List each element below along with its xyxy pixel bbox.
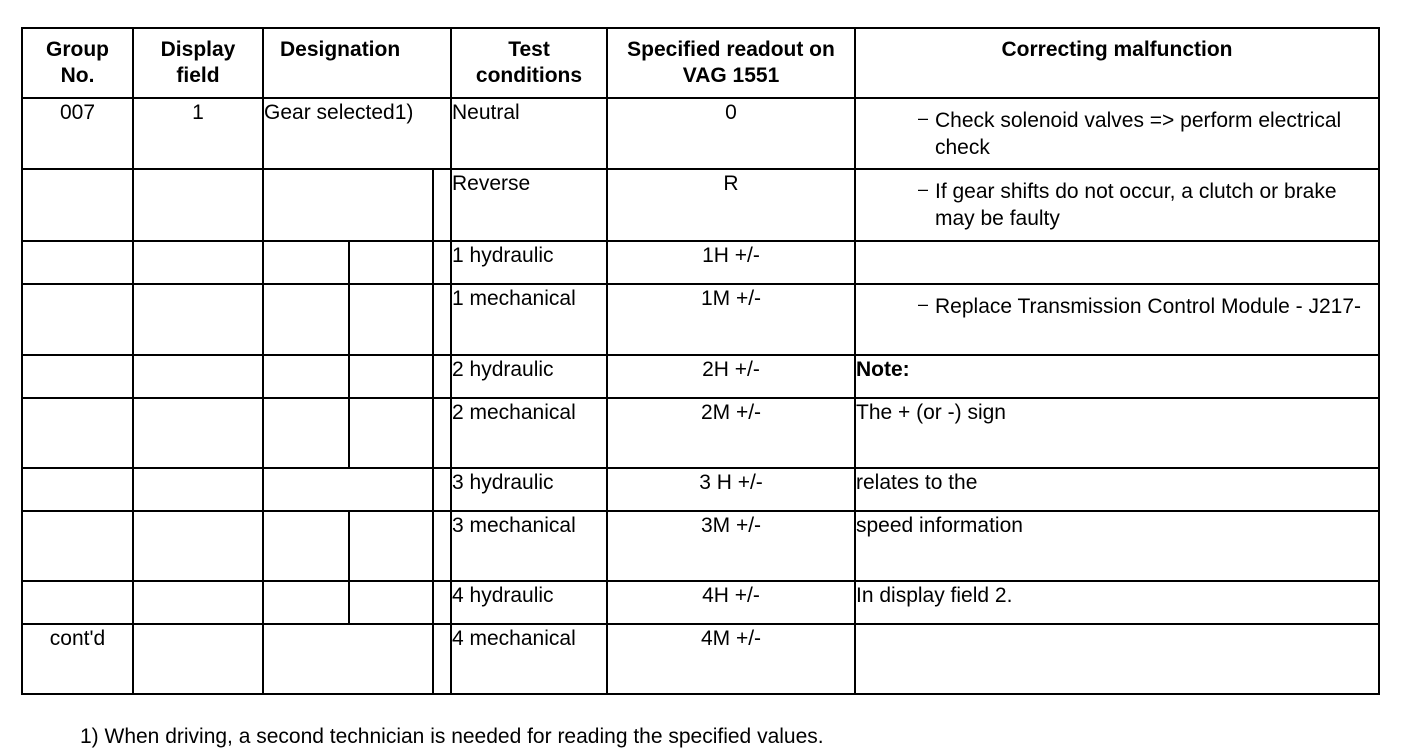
spacer-cell [433, 241, 451, 284]
header-group: Group No. [22, 28, 133, 98]
spacer-cell [433, 624, 451, 694]
correcting-cell [855, 624, 1379, 694]
bullet-text: If gear shifts do not occur, a clutch or brake may be faulty [935, 180, 1337, 230]
header-specified-readout: Specified readout on VAG 1551 [607, 28, 855, 98]
designation-cell [349, 398, 433, 468]
test-condition-cell: 2 hydraulic [451, 355, 607, 398]
table-row [22, 511, 1379, 581]
designation-cell [349, 581, 433, 624]
note-text: relates to the [855, 468, 1379, 511]
note-label: Note: [855, 355, 1379, 398]
spacer-cell [433, 468, 451, 511]
correcting-cell [855, 241, 1379, 284]
spacer-cell [433, 284, 451, 355]
group-cell [22, 355, 133, 398]
designation-cell [263, 511, 349, 581]
group-cell [22, 241, 133, 284]
display-field-cell [133, 468, 263, 511]
readout-cell: 2H +/- [607, 355, 855, 398]
group-cell [22, 284, 133, 355]
group-cell [22, 581, 133, 624]
designation-cell [263, 624, 433, 694]
bullet-item [856, 99, 1378, 161]
display-field-cell [133, 169, 263, 241]
table-row [22, 624, 1379, 694]
table-row [22, 284, 1379, 355]
display-field-cell [133, 241, 263, 284]
test-condition-cell: Reverse [451, 169, 607, 241]
readout-cell: 3M +/- [607, 511, 855, 581]
table-row [22, 468, 1379, 511]
readout-cell: 1M +/- [607, 284, 855, 355]
designation-cell [349, 355, 433, 398]
display-field-cell [133, 284, 263, 355]
group-cell: cont'd [22, 624, 133, 694]
note-text: speed information [855, 511, 1379, 581]
test-condition-cell: Neutral [451, 98, 607, 169]
table-row [22, 98, 1379, 169]
note-text: The + (or -) sign [855, 398, 1379, 468]
table-row [22, 355, 1379, 398]
test-condition-cell: 2 mechanical [451, 398, 607, 468]
readout-cell: 3 H +/- [607, 468, 855, 511]
header-designation: Designation [263, 28, 451, 98]
group-cell [22, 468, 133, 511]
readout-cell: 1H +/- [607, 241, 855, 284]
spacer-cell [433, 355, 451, 398]
footnote: 1) When driving, a second technician is needed for reading the specified values. [80, 725, 824, 748]
bullet-text: Replace Transmission Control Module - J217- [935, 295, 1362, 318]
designation-cell [263, 241, 349, 284]
display-field-cell [133, 624, 263, 694]
display-field-cell: 1 [133, 98, 263, 169]
table-row [22, 241, 1379, 284]
correcting-cell [855, 169, 1379, 241]
spacer-cell [433, 169, 451, 241]
display-field-cell [133, 398, 263, 468]
display-field-cell [133, 355, 263, 398]
readout-cell: 2M +/- [607, 398, 855, 468]
designation-cell [349, 241, 433, 284]
display-field-cell [133, 581, 263, 624]
bullet-item [856, 285, 1378, 320]
designation-cell [263, 169, 433, 241]
designation-cell [349, 284, 433, 355]
group-cell [22, 398, 133, 468]
test-condition-cell: 1 mechanical [451, 284, 607, 355]
designation-cell [263, 355, 349, 398]
test-condition-cell: 4 mechanical [451, 624, 607, 694]
correcting-cell [855, 284, 1379, 355]
readout-cell: 0 [607, 98, 855, 169]
test-condition-cell: 4 hydraulic [451, 581, 607, 624]
readout-cell: 4H +/- [607, 581, 855, 624]
group-cell: 007 [22, 98, 133, 169]
header-display-field: Display field [133, 28, 263, 98]
designation-cell [263, 398, 349, 468]
test-condition-cell: 3 mechanical [451, 511, 607, 581]
dash-bullet-icon: – [918, 179, 929, 199]
designation-cell [263, 468, 433, 511]
header-test-conditions: Test conditions [451, 28, 607, 98]
table-row [22, 398, 1379, 468]
bullet-item [856, 170, 1378, 232]
readout-cell: 4M +/- [607, 624, 855, 694]
group-cell [22, 511, 133, 581]
group-cell [22, 169, 133, 241]
readout-cell: R [607, 169, 855, 241]
table-row [22, 169, 1379, 241]
display-field-cell [133, 511, 263, 581]
spacer-cell [433, 581, 451, 624]
designation-cell [263, 284, 349, 355]
header-row [22, 28, 1379, 98]
table-row [22, 581, 1379, 624]
note-text: In display field 2. [855, 581, 1379, 624]
header-correcting-malfunction: Correcting malfunction [855, 28, 1379, 98]
diagnostic-table [21, 27, 1380, 695]
bullet-text: Check solenoid valves => perform electrical check [935, 109, 1342, 159]
designation-cell: Gear selected1) [263, 98, 451, 169]
test-condition-cell: 3 hydraulic [451, 468, 607, 511]
dash-bullet-icon: – [918, 108, 929, 128]
designation-cell [349, 511, 433, 581]
spacer-cell [433, 511, 451, 581]
designation-cell [263, 581, 349, 624]
correcting-cell [855, 98, 1379, 169]
spacer-cell [433, 398, 451, 468]
dash-bullet-icon: – [918, 294, 929, 314]
test-condition-cell: 1 hydraulic [451, 241, 607, 284]
